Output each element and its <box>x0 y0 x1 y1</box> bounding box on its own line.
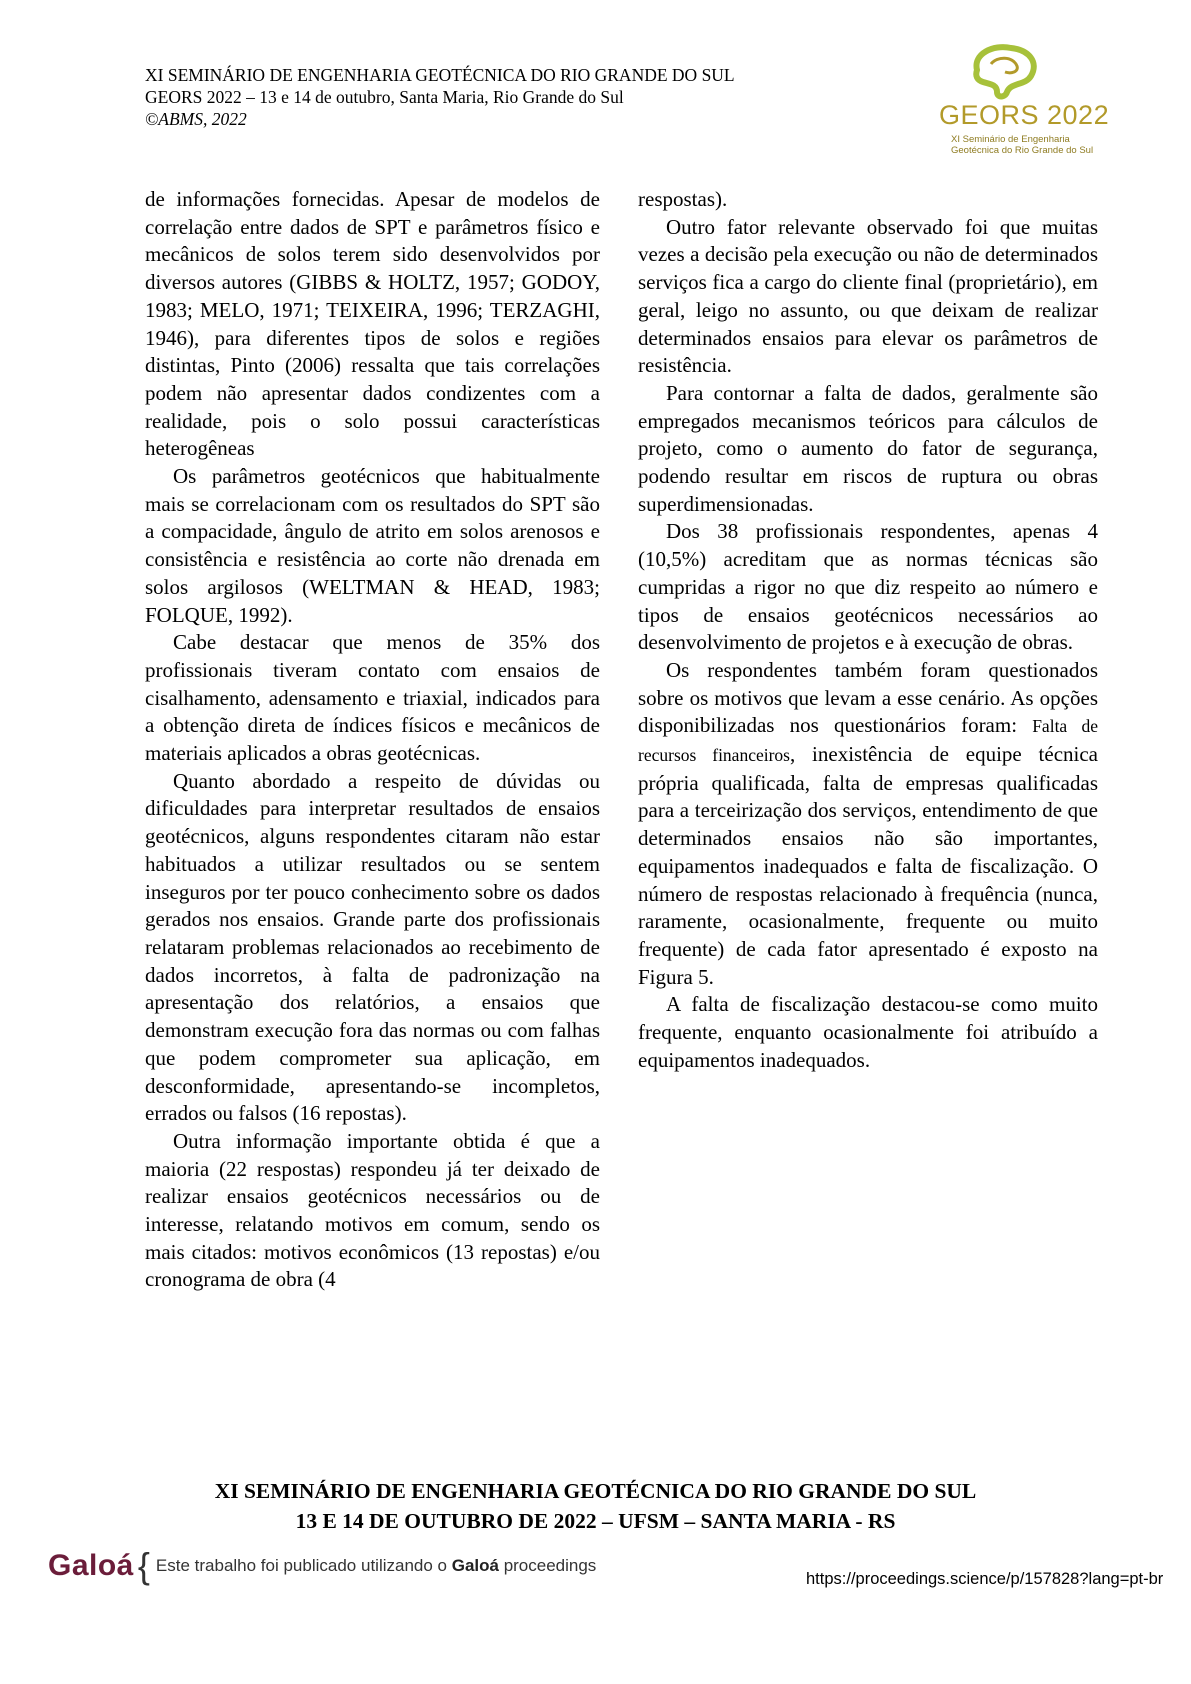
footer-subtitle-clip <box>0 1508 1191 1533</box>
paragraph: Cabe destacar que menos de 35% dos profissionais tiveram contato com ensaios de cisalhamento, adensamento e triaxial, indicados para a obtenção direta de índices físicos e mecânicos de materiais aplicados a obras geotécnicas. <box>145 630 600 766</box>
left-column <box>145 186 600 1294</box>
galoa-logo: Galoá <box>48 1549 134 1582</box>
brace-icon: { <box>137 1545 150 1586</box>
footer-subtitle: 13 E 14 DE OUTUBRO DE 2022 – UFSM – SANTA MARIA - RS <box>295 1509 896 1533</box>
paragraph: Outro fator relevante observado foi que muitas vezes a decisão pela execução ou não de determinados serviços fica a cargo do cliente final (proprietário), em geral, leigo no assunto, ou que deixam de realizar determinados ensaios para elevar os parâmetros de resistência. <box>638 214 1098 378</box>
paragraph: de informações fornecidas. Apesar de modelos de correlação entre dados de SPT e parâmetros físico e mecânicos de solos terem sido desenvolvidos por diversos autores (GIBBS & HOLTZ, 1957; GODOY, 1983; MELO, 1971; TEIXEIRA, 1996; TERZAGHI, 1946), para diferentes tipos de solos e regiões distintas, Pinto (2006) ressalta que tais correlações podem não apresentar dados condizentes com a realidade, pois o solo possui características heterogêneas <box>145 187 600 461</box>
brain-map-icon <box>967 42 1047 102</box>
header-line-2: GEORS 2022 – 13 e 14 de outubro, Santa Maria, Rio Grande do Sul <box>145 87 624 107</box>
paragraph-text: Os respondentes também foram questionados sobre os motivos que levam a esse cenário. As opções disponibilizadas nos questionários foram: <box>638 657 1098 738</box>
logo-subtitle-1: XI Seminário de Engenharia <box>951 134 1070 145</box>
paragraph: Os parâmetros geotécnicos que habitualmente mais se correlacionam com os resultados do SPT são a compacidade, ângulo de atrito em solos arenosos e consistência e resistência ao corte não drenada em solos argilosos (WELTMAN & HEAD, 1983; FOLQUE, 1992). <box>145 464 600 627</box>
paragraph: Para contornar a falta de dados, geralmente são empregados mecanismos teóricos para cálculos de projeto, como o aumento do fator de segurança, podendo resultar em riscos de ruptura ou obras superdimensionadas. <box>638 380 1098 516</box>
galoa-text-end: proceedings <box>498 1556 597 1575</box>
paragraph: respostas). <box>638 187 728 211</box>
galoa-banner[interactable] <box>48 1545 596 1587</box>
galoa-publication-note <box>156 1556 596 1576</box>
paragraph <box>638 657 1098 991</box>
geors-logo <box>937 42 1110 156</box>
logo-subtitle-2: Geotécnica do Rio Grande do Sul <box>951 145 1094 156</box>
paragraph: Quanto abordado a respeito de dúvidas ou dificuldades para interpretar resultados de ensaios geotécnicos, alguns respondentes citaram não estar habituados a utilizar resultados ou se sentem inseguros por ter pouco conhecimento sobre os dados gerados nos ensaios. Grande parte dos profissionais relataram problemas relacionados ao recebimento de dados incorretos, à falta de padronização na apresentação dos relatórios, a ensaios que demonstram execução fora das normas ou com falhas que podem comprometer sua aplicação, em desconformidade, apresentando-se incompletos, errados ou falsos (16 repostas). <box>145 768 600 1126</box>
galoa-text: Este trabalho foi publicado utilizando o <box>155 1556 452 1575</box>
paragraph: A falta de fiscalização destacou-se como muito frequente, enquanto ocasionalmente foi atribuído a equipamentos inadequados. <box>638 992 1098 1072</box>
right-column <box>638 186 1098 1075</box>
paragraph-small-text: Falta de recursos financeiros <box>638 716 1098 766</box>
logo-title: GEORS 2022 <box>939 100 1110 130</box>
header-line-3: ©ABMS, 2022 <box>145 109 247 129</box>
page-header <box>145 64 735 130</box>
footer-title: XI SEMINÁRIO DE ENGENHARIA GEOTÉCNICA DO RIO GRANDE DO SUL <box>214 1479 977 1503</box>
source-url-link[interactable]: https://proceedings.science/p/157828?lang=pt-br <box>806 1570 1164 1588</box>
paragraph-text: , inexistência de equipe técnica própria qualificada, falta de empresas qualificadas para a terceirização dos serviços, entendimento de que determinados ensaios não são importantes, equipamentos inadequados e falta de fiscalização. O número de respostas relacionado à frequência (nunca, raramente, ocasionalmente, frequente ou muito frequente) de cada fator apresentado é exposto na Figura 5. <box>638 742 1098 989</box>
paragraph: Dos 38 profissionais respondentes, apenas 4 (10,5%) acreditam que as normas técnicas são cumpridas a rigor no que diz respeito ao número e tipos de ensaios geotécnicos necessários ao desenvolvimento de projetos e à execução de obras. <box>638 519 1098 655</box>
paragraph: Outra informação importante obtida é que a maioria (22 respostas) respondeu já ter deixado de realizar ensaios geotécnicos necessários ou de interesse, relatando motivos em comum, sendo os mais citados: motivos econômicos (13 repostas) e/ou cronograma de obra (4 <box>145 1128 600 1292</box>
galoa-brand-text: Galoá <box>451 1556 499 1575</box>
header-line-1: XI SEMINÁRIO DE ENGENHARIA GEOTÉCNICA DO RIO GRANDE DO SUL <box>145 65 735 85</box>
